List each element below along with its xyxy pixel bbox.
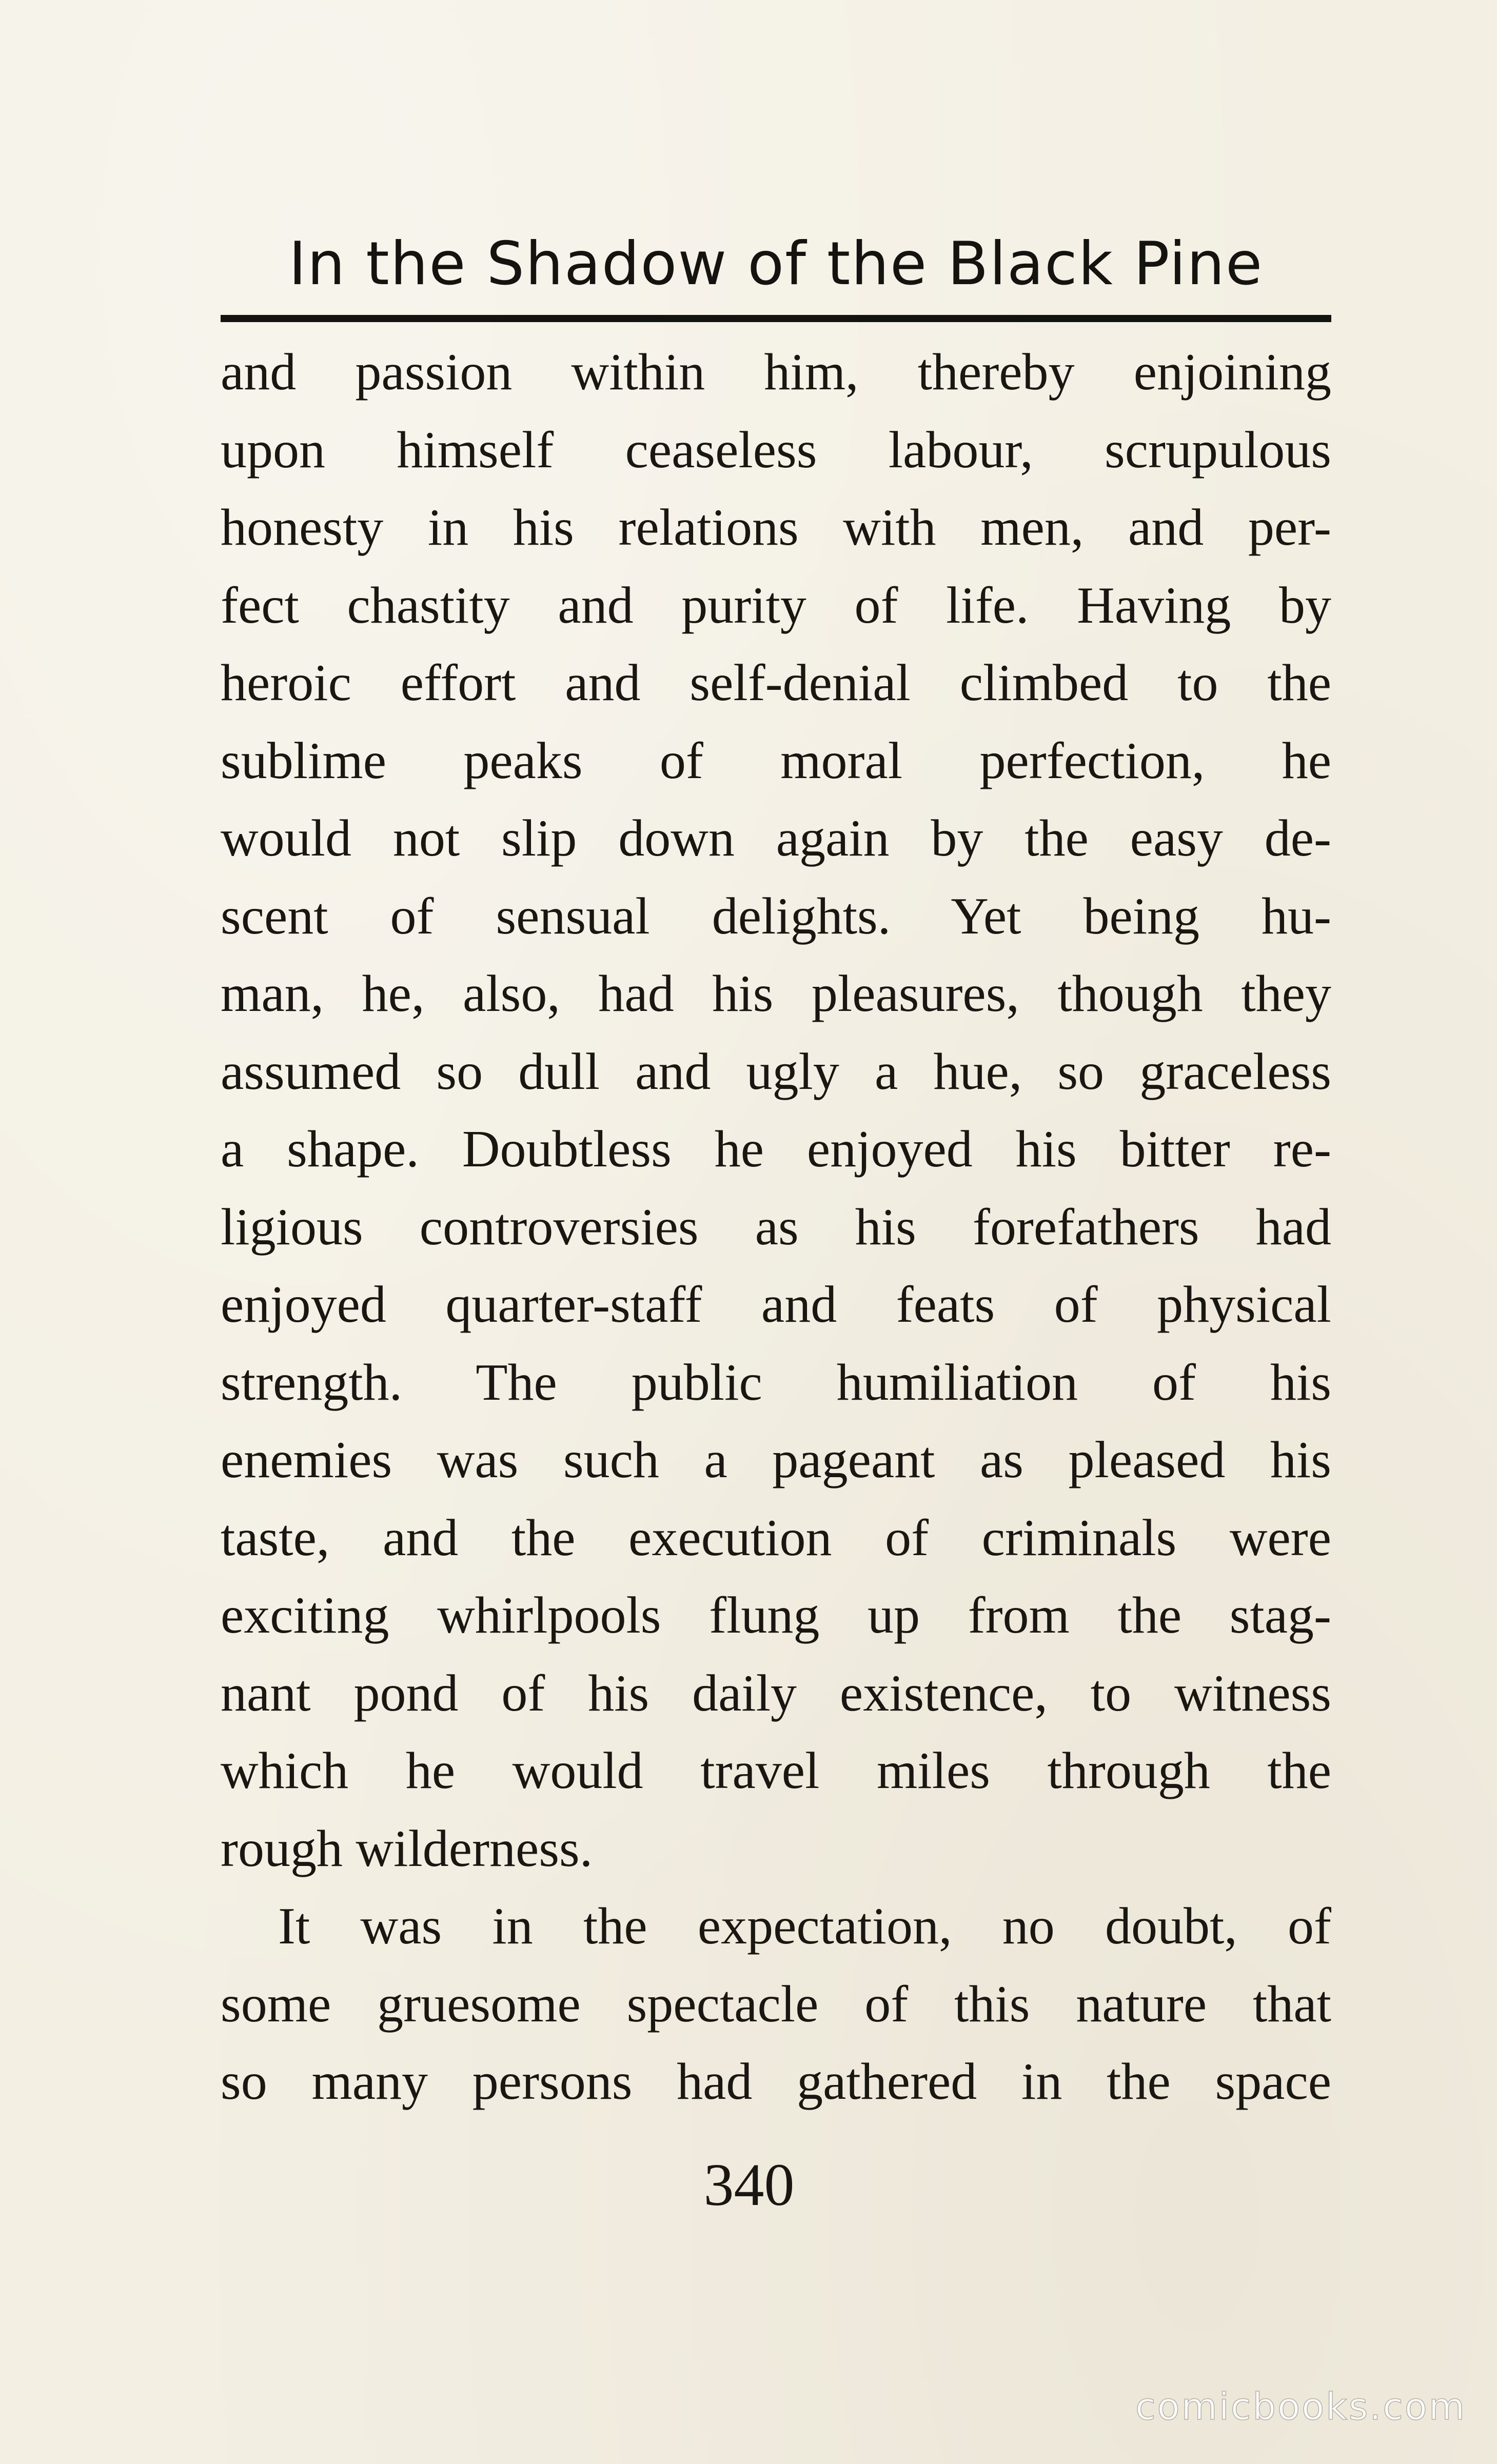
text-line: heroic effort and self-denial climbed to the	[221, 654, 1331, 712]
text-line: honesty in his relations with men, and per-	[221, 499, 1331, 557]
text-line: It was in the expectation, no doubt, of	[278, 1897, 1331, 1955]
paragraph	[221, 1887, 1331, 2121]
text-line: sublime peaks of moral perfection, he	[221, 731, 1331, 790]
text-line: which he would travel miles through the	[221, 1742, 1331, 1800]
watermark: comicbooks.com	[1135, 2385, 1466, 2428]
text-line: a shape. Doubtless he enjoyed his bitter re-	[221, 1120, 1331, 1178]
paragraph	[221, 333, 1331, 1887]
text-line: so many persons had gathered in the space	[221, 2053, 1331, 2111]
running-head: In the Shadow of the Black Pine	[288, 229, 1264, 299]
text-line: fect chastity and purity of life. Having by	[221, 576, 1331, 634]
text-line: strength. The public humiliation of his	[221, 1353, 1331, 1412]
text-line: man, he, also, had his pleasures, though they	[221, 965, 1331, 1023]
text-line: scent of sensual delights. Yet being hu-	[221, 887, 1331, 945]
text-line: some gruesome spectacle of this nature that	[221, 1975, 1331, 2033]
text-line: ligious controversies as his forefathers had	[221, 1198, 1331, 1256]
text-line: taste, and the execution of criminals were	[221, 1508, 1331, 1567]
text-line: enjoyed quarter-staff and feats of physical	[221, 1276, 1331, 1334]
text-line: upon himself ceaseless labour, scrupulous	[221, 421, 1331, 479]
text-line: nant pond of his daily existence, to witness	[221, 1664, 1331, 1722]
text-line: exciting whirlpools flung up from the stag-	[221, 1586, 1331, 1644]
text-line: and passion within him, thereby enjoining	[221, 343, 1331, 401]
header-rule	[221, 315, 1331, 322]
text-line: would not slip down again by the easy de-	[221, 809, 1331, 867]
text-line: rough wilderness.	[221, 1819, 593, 1878]
text-line: assumed so dull and ugly a hue, so graceless	[221, 1042, 1331, 1101]
page-number: 340	[703, 2151, 795, 2218]
body-text	[221, 333, 1331, 2121]
text-line: enemies was such a pageant as pleased his	[221, 1431, 1331, 1489]
